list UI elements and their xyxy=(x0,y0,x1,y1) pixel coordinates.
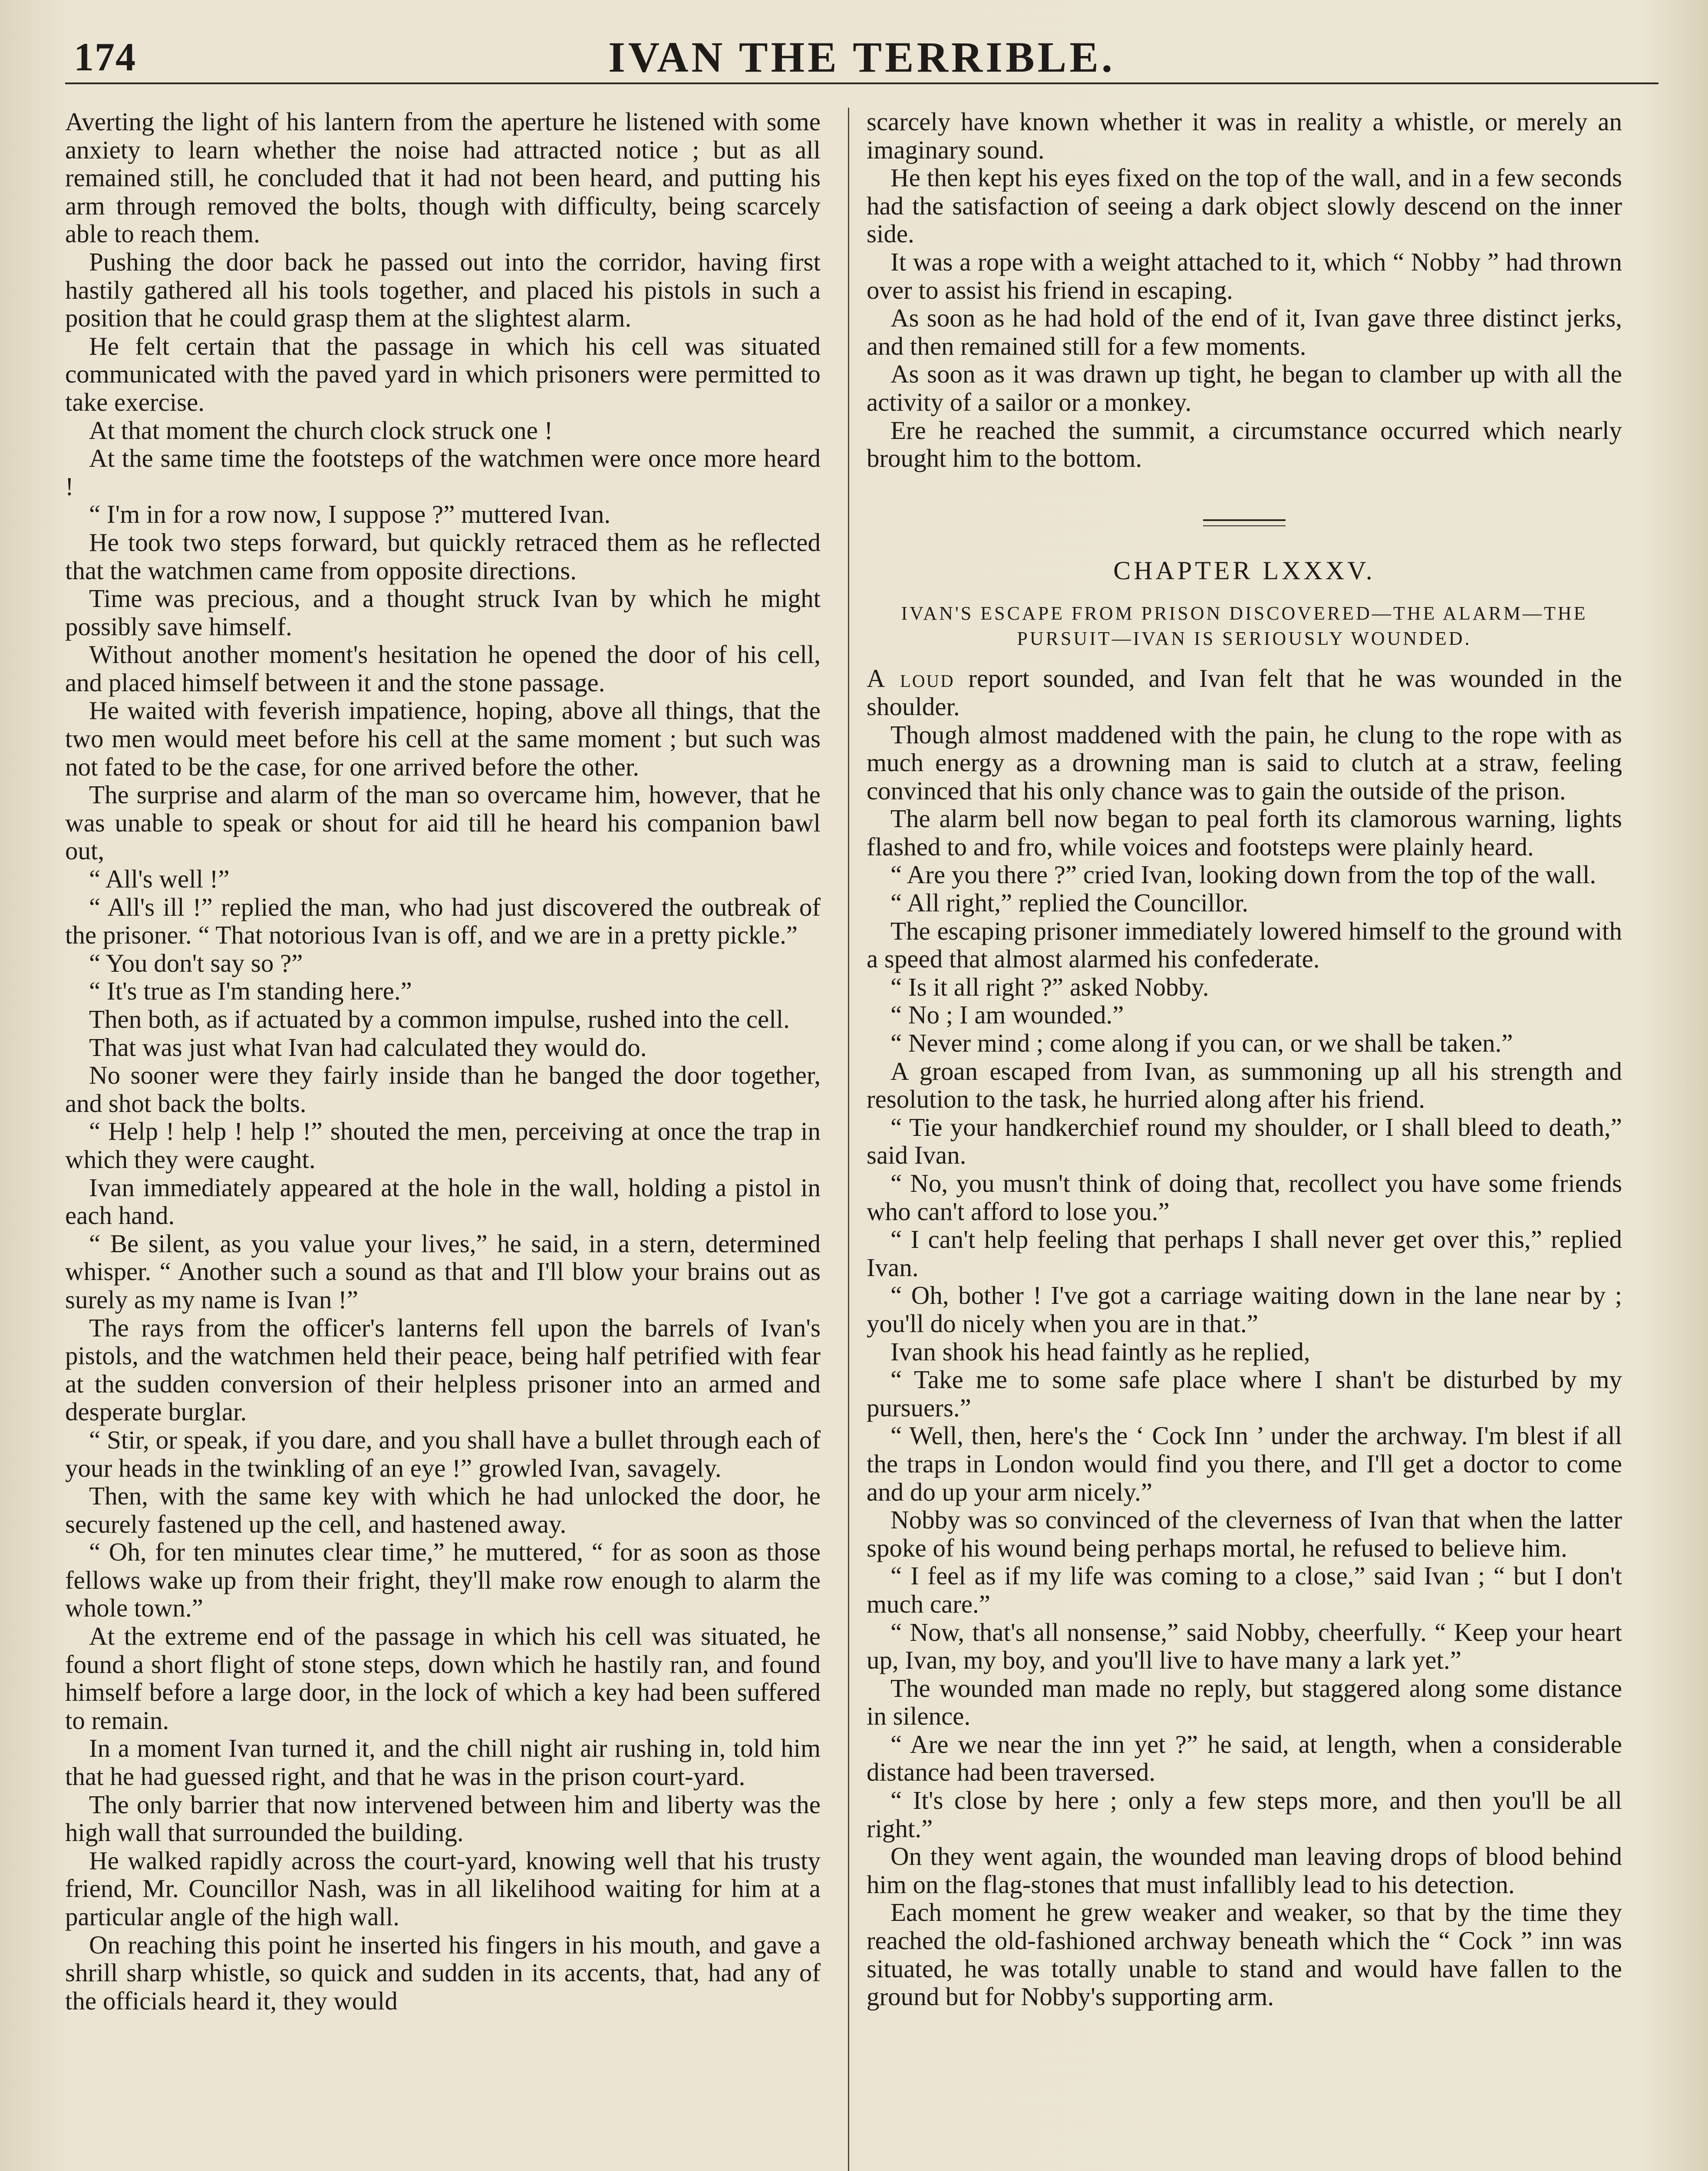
paragraph: “ I'm in for a row now, I suppose ?” muttered Ivan. xyxy=(89,500,611,529)
paragraph: At the same time the footsteps of the watchmen were once more heard ! xyxy=(65,444,821,501)
paragraph: “ No ; I am wounded.” xyxy=(890,1000,1124,1029)
paragraph: “ Are you there ?” cried Ivan, looking down from the top of the wall. xyxy=(890,860,1596,889)
paragraph: He walked rapidly across the court-yard, knowing well that his trusty friend, Mr. Councillor Nash, was in all likelihood waiting for him at a particular angle of the high wall. xyxy=(65,1846,821,1931)
paragraph: Then both, as if actuated by a common impulse, rushed into the cell. xyxy=(89,1005,790,1033)
paragraph: A groan escaped from Ivan, as summoning up all his strength and resolution to the task, he hurried along after his friend. xyxy=(867,1056,1622,1114)
paragraph: Without another moment's hesitation he opened the door of his cell, and placed himself between it and the stone passage. xyxy=(65,640,821,697)
paragraph: The escaping prisoner immediately lowered himself to the ground with a speed that almost alarmed his confederate. xyxy=(867,916,1622,973)
paragraph: It was a rope with a weight attached to it, which “ Nobby ” had thrown over to assist his friend in escaping. xyxy=(867,247,1622,304)
opening-rest: report sounded, and Ivan felt that he was wounded in the shoulder. xyxy=(867,664,1622,721)
paragraph: That was just what Ivan had calculated they would do. xyxy=(89,1033,647,1062)
paragraph: In a moment Ivan turned it, and the chill night air rushing in, told him that he had guessed right, and that he was in the prison court-yard. xyxy=(65,1734,821,1791)
paragraph: He then kept his eyes fixed on the top of the wall, and in a few seconds had the satisfaction of seeing a dark object slowly descend on the inner side. xyxy=(867,163,1622,248)
paragraph: As soon as it was drawn up tight, he began to clamber up with all the activity of a sailor or a monkey. xyxy=(867,360,1622,416)
paragraph: “ Tie your handkerchief round my shoulder, or I shall bleed to death,” said Ivan. xyxy=(867,1112,1622,1170)
paragraph: Then, with the same key with which he had unlocked the door, he securely fastened up the cell, and hastened away. xyxy=(65,1481,821,1538)
paragraph: The alarm bell now began to peal forth its clamorous warning, lights flashed to and fro, while voices and footsteps were plainly heard. xyxy=(867,804,1622,861)
paragraph: Averting the light of his lantern from the aperture he listened with some anxiety to learn whether the noise had attracted notice ; but as all remained still, he concluded that it had not been heard, and putting his arm through removed the bolts, though with difficulty, being scarcely able to reach them. xyxy=(65,108,821,248)
paragraph: “ Never mind ; come along if you can, or we shall be taken.” xyxy=(890,1029,1513,1058)
paragraph: “ All's ill !” replied the man, who had just discovered the outbreak of the prisoner. “ That notorious Ivan is off, and we are in a pretty pickle.” xyxy=(65,892,821,950)
right-column xyxy=(867,108,1622,2171)
paragraph: “ Oh, for ten minutes clear time,” he muttered, “ for as soon as those fellows wake up from their fright, they'll make row enough to alarm the whole town.” xyxy=(65,1538,821,1623)
paragraph: “ Oh, bother ! I've got a carriage waiting down in the lane near by ; you'll do nicely when you are in that.” xyxy=(867,1281,1622,1338)
paragraph: “ All's well !” xyxy=(89,864,230,894)
paragraph: “ Be silent, as you value your lives,” he said, in a stern, determined whisper. “ Another such a sound as that and I'll blow your brains out as surely as my name is Ivan !” xyxy=(65,1229,821,1314)
paragraph: No sooner were they fairly inside than he banged the door together, and shot back the bolts. xyxy=(65,1061,821,1118)
paragraph: He felt certain that the passage in which his cell was situated communicated with the paved yard in which prisoners were permitted to take exercise. xyxy=(65,331,821,416)
paragraph: The rays from the officer's lanterns fell upon the barrels of Ivan's pistols, and the watchmen held their peace, being half petrified with fear at the sudden conversion of their helpless prisoner into an armed and desperate burglar. xyxy=(65,1313,821,1426)
paragraph: “ Well, then, here's the ‘ Cock Inn ’ under the archway. I'm blest if all the traps in London would find you there, and I'll get a doctor to come and do up your arm nicely.” xyxy=(867,1421,1622,1506)
page-number: 174 xyxy=(74,35,136,79)
paragraph: “ No, you musn't think of doing that, recollect you have some friends who can't afford to lose you.” xyxy=(867,1169,1622,1226)
paragraph: “ It's close by here ; only a few steps more, and then you'll be all right.” xyxy=(867,1786,1622,1843)
section-rule xyxy=(1203,519,1286,526)
paragraph: “ Stir, or speak, if you dare, and you shall have a bullet through each of your heads in the twinkling of an eye !” growled Ivan, savagely. xyxy=(65,1425,821,1482)
chapter-opening-paragraph xyxy=(867,664,1622,720)
paragraph: Pushing the door back he passed out into the corridor, having first hastily gathered all his tools together, and placed his pistols in such a position that he could grasp them at the slightest alarm. xyxy=(65,247,821,333)
paragraph: At the extreme end of the passage in which his cell was situated, he found a short flight of stone steps, down which he hastily ran, and found himself before a large door, in the lock of which a key had been suffered to remain. xyxy=(65,1622,821,1735)
paragraph: Though almost maddened with the pain, he clung to the rope with as much energy as a drowning man is said to clutch at a straw, feeling convinced that his only chance was to gain the outside of the prison. xyxy=(867,720,1622,805)
paragraph: “ You don't say so ?” xyxy=(89,948,303,977)
paragraph: On reaching this point he inserted his fingers in his mouth, and gave a shrill sharp whistle, so quick and sudden in its accents, that, had any of the officials heard it, they would xyxy=(65,1930,821,2015)
paragraph: “ It's true as I'm standing here.” xyxy=(89,977,412,1006)
paragraph: “ Now, that's all nonsense,” said Nobby, cheerfully. “ Keep your heart up, Ivan, my boy, and you'll live to have many a lark yet.” xyxy=(867,1617,1622,1675)
paragraph: “ I feel as if my life was coming to a close,” said Ivan ; “ but I don't much care.” xyxy=(867,1561,1622,1618)
paragraph: “ Is it all right ?” asked Nobby. xyxy=(890,972,1209,1001)
paragraph: Nobby was so convinced of the cleverness of Ivan that when the latter spoke of his wound being perhaps mortal, he refused to believe him. xyxy=(867,1505,1622,1562)
paragraph: “ Are we near the inn yet ?” he said, at length, when a considerable distance had been traversed. xyxy=(867,1729,1622,1787)
paragraph: At that moment the church clock struck one ! xyxy=(89,416,553,445)
chapter-subtitle: IVAN'S ESCAPE FROM PRISON DISCOVERED—THE ALARM—THE PURSUIT—IVAN IS SERIOUSLY WOUNDED. xyxy=(901,603,1588,650)
paragraph: The wounded man made no reply, but staggered along some distance in silence. xyxy=(867,1673,1622,1731)
paragraph: The only barrier that now intervened between him and liberty was the high wall that surrounded the building. xyxy=(65,1790,821,1847)
page-header xyxy=(65,26,1659,84)
opening-word: A loud xyxy=(867,664,955,693)
paragraph: Each moment he grew weaker and weaker, so that by the time they reached the old-fashioned archway beneath which the “ Cock ” inn was situated, he was totally unable to stand and would have fallen to the ground but for Nobby's supporting arm. xyxy=(867,1898,1622,2011)
paragraph: The surprise and alarm of the man so overcame him, however, that he was unable to speak or shout for aid till he heard his companion bawl out, xyxy=(65,780,821,865)
column-divider xyxy=(848,108,849,2171)
paragraph: He waited with feverish impatience, hoping, above all things, that the two men would meet before his cell at the same moment ; but such was not fated to be the case, for one arrived before the other. xyxy=(65,696,821,781)
paragraph: scarcely have known whether it was in reality a whistle, or merely an imaginary sound. xyxy=(867,108,1622,164)
paragraph: “ Help ! help ! help !” shouted the men, perceiving at once the trap in which they were caught. xyxy=(65,1117,821,1174)
paragraph: Time was precious, and a thought struck Ivan by which he might possibly save himself. xyxy=(65,584,821,641)
left-column xyxy=(65,108,821,2171)
paragraph: Ivan immediately appeared at the hole in the wall, holding a pistol in each hand. xyxy=(65,1173,821,1230)
paragraph: He took two steps forward, but quickly retraced them as he reflected that the watchmen came from opposite directions. xyxy=(65,528,821,585)
chapter-title: CHAPTER LXXXV. xyxy=(1113,556,1375,585)
paragraph: “ All right,” replied the Councillor. xyxy=(890,888,1249,917)
paragraph: As soon as he had hold of the end of it, Ivan gave three distinct jerks, and then remained still for a few moments. xyxy=(867,304,1622,360)
paragraph: “ I can't help feeling that perhaps I shall never get over this,” replied Ivan. xyxy=(867,1225,1622,1282)
paragraph: Ivan shook his head faintly as he replied, xyxy=(890,1337,1310,1366)
paragraph: Ere he reached the summit, a circumstance occurred which nearly brought him to the bottom. xyxy=(867,416,1622,473)
paragraph: On they went again, the wounded man leaving drops of blood behind him on the flag-stones that must infallibly lead to his detection. xyxy=(867,1842,1622,1899)
paragraph: “ Take me to some safe place where I shan't be disturbed by my pursuers.” xyxy=(867,1365,1622,1422)
running-title: IVAN THE TERRIBLE. xyxy=(608,33,1116,81)
